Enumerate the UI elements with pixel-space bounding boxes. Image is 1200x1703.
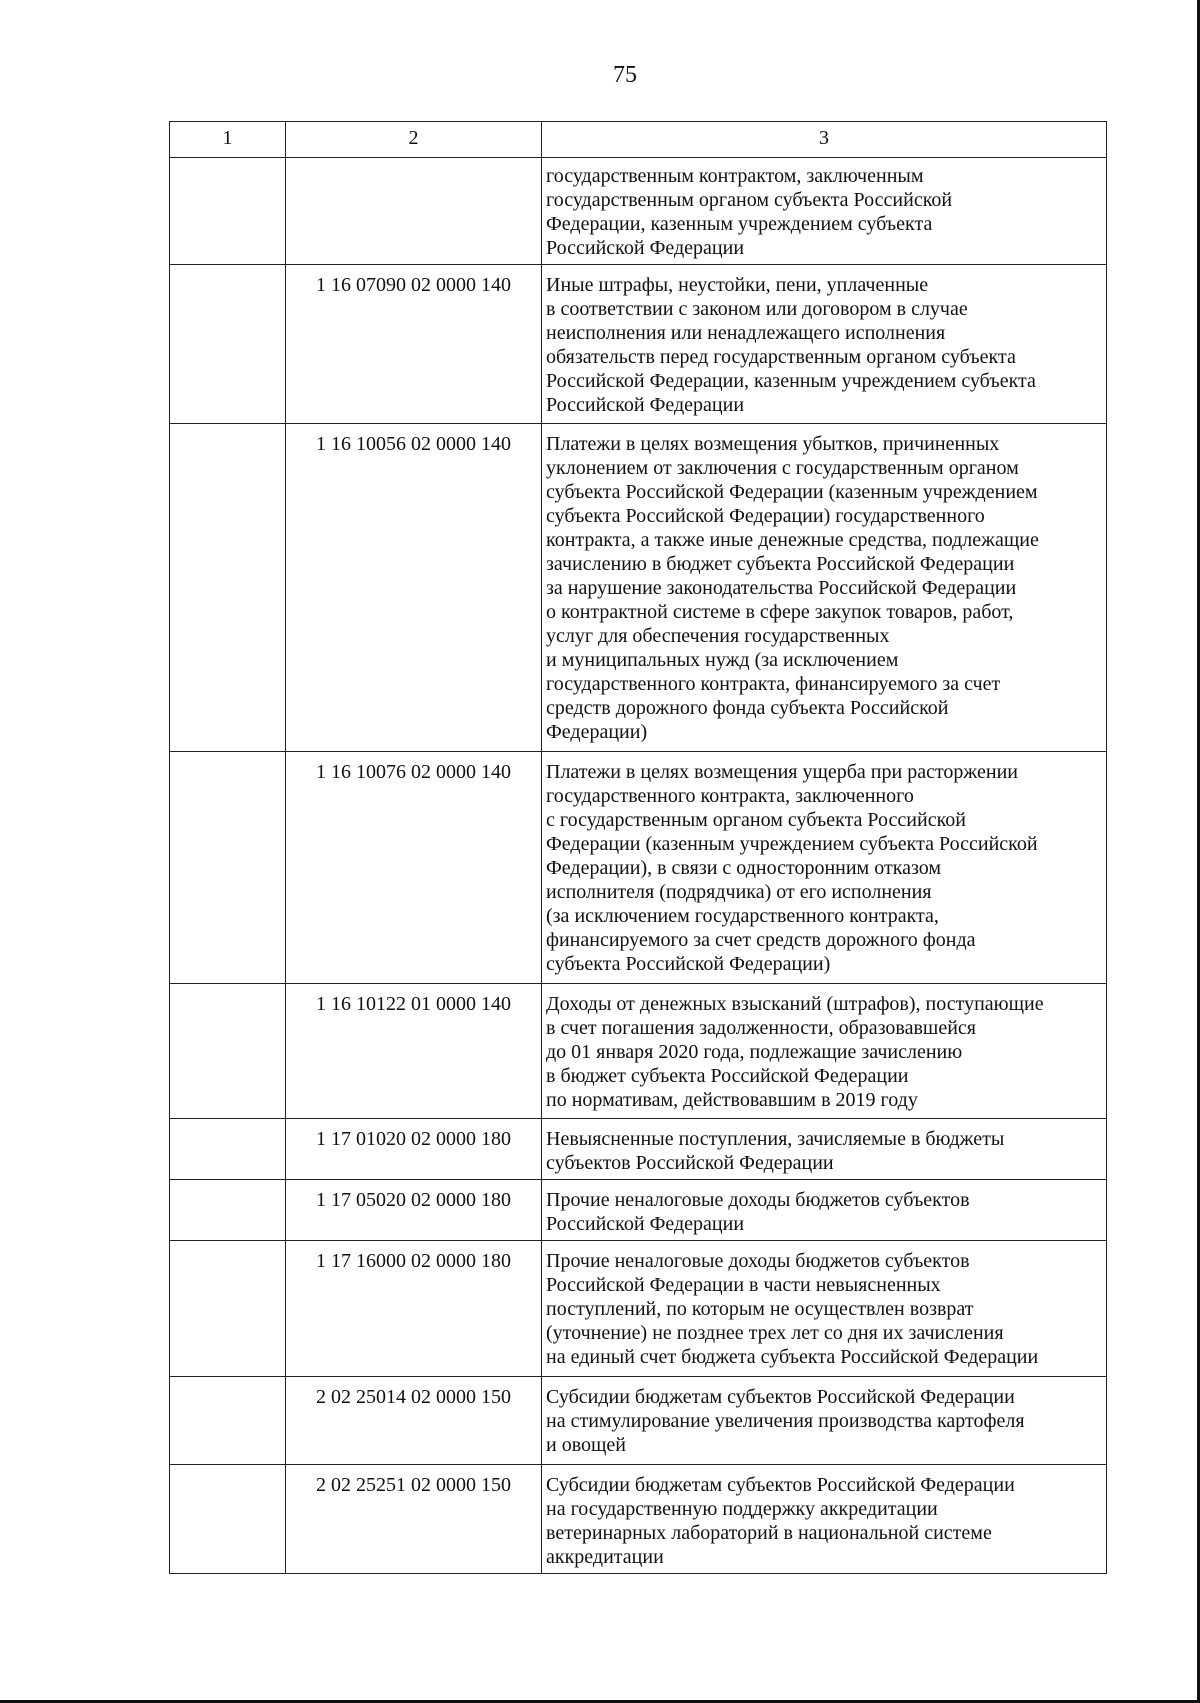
row-description: государственным контрактом, заключенным государственным органом субъекта Российской Федерации, казенным учреждением субъекта Российской Федерации — [542, 158, 1107, 265]
table-row — [170, 1119, 1107, 1180]
row-col-1 — [170, 984, 286, 1119]
table-row — [170, 1465, 1107, 1574]
row-description: Субсидии бюджетам субъектов Российской Федерации на стимулирование увеличения производства картофеля и овощей — [542, 1377, 1107, 1465]
row-description: Субсидии бюджетам субъектов Российской Федерации на государственную поддержку аккредитации ветеринарных лабораторий в национальной системе аккредитации — [542, 1465, 1107, 1574]
table-row — [170, 984, 1107, 1119]
row-description: Прочие неналоговые доходы бюджетов субъектов Российской Федерации в части невыясненных поступлений, по которым не осуществлен возврат (уточнение) не позднее трех лет со дня их зачисления на единый счет бюджета субъекта Российской Федерации — [542, 1241, 1107, 1377]
table-row — [170, 1377, 1107, 1465]
row-col-1 — [170, 1119, 286, 1180]
row-code: 2 02 25014 02 0000 150 — [286, 1377, 542, 1465]
row-code: 1 16 10076 02 0000 140 — [286, 752, 542, 984]
row-description: Прочие неналоговые доходы бюджетов субъектов Российской Федерации — [542, 1180, 1107, 1241]
row-col-1 — [170, 1377, 286, 1465]
row-col-1 — [170, 1241, 286, 1377]
row-description: Иные штрафы, неустойки, пени, уплаченные в соответствии с законом или договором в случае неисполнения или ненадлежащего исполнения обязательств перед государственным органом субъекта Российской Федерации, казенным учреждением субъекта Российской Федерации — [542, 265, 1107, 424]
row-col-1 — [170, 424, 286, 752]
row-code: 1 16 10056 02 0000 140 — [286, 424, 542, 752]
row-code: 1 17 01020 02 0000 180 — [286, 1119, 542, 1180]
row-description: Невыясненные поступления, зачисляемые в бюджеты субъектов Российской Федерации — [542, 1119, 1107, 1180]
row-code: 1 16 07090 02 0000 140 — [286, 265, 542, 424]
row-col-1 — [170, 1465, 286, 1574]
header-col-2: 2 — [286, 122, 542, 158]
row-code: 1 16 10122 01 0000 140 — [286, 984, 542, 1119]
row-code: 2 02 25251 02 0000 150 — [286, 1465, 542, 1574]
budget-codes-table — [169, 121, 1107, 1574]
row-col-1 — [170, 1180, 286, 1241]
table-row — [170, 752, 1107, 984]
table-header-row — [170, 122, 1107, 158]
table-row — [170, 1180, 1107, 1241]
row-code: 1 17 05020 02 0000 180 — [286, 1180, 542, 1241]
table-row — [170, 158, 1107, 265]
row-description: Платежи в целях возмещения ущерба при расторжении государственного контракта, заключенного с государственным органом субъекта Российской Федерации (казенным учреждением субъекта Российской Федерации), в связи с односторонним отказом исполнителя (подрядчика) от его исполнения (за исключением государственного контракта, финансируемого за счет средств дорожного фонда субъекта Российской Федерации) — [542, 752, 1107, 984]
header-col-3: 3 — [542, 122, 1107, 158]
table-row — [170, 1241, 1107, 1377]
table-row — [170, 424, 1107, 752]
table-row — [170, 265, 1107, 424]
header-col-1: 1 — [170, 122, 286, 158]
row-code: 1 17 16000 02 0000 180 — [286, 1241, 542, 1377]
row-col-1 — [170, 265, 286, 424]
row-description: Платежи в целях возмещения убытков, причиненных уклонением от заключения с государственным органом субъекта Российской Федерации (казенным учреждением субъекта Российской Федерации) государственного контракта, а также иные денежные средства, подлежащие зачислению в бюджет субъекта Российской Федерации за нарушение законодательства Российской Федерации о контрактной системе в сфере закупок товаров, работ, услуг для обеспечения государственных и муниципальных нужд (за исключением государственного контракта, финансируемого за счет средств дорожного фонда субъекта Российской Федерации) — [542, 424, 1107, 752]
row-col-1 — [170, 752, 286, 984]
row-code — [286, 158, 542, 265]
row-description: Доходы от денежных взысканий (штрафов), поступающие в счет погашения задолженности, образовавшейся до 01 января 2020 года, подлежащие зачислению в бюджет субъекта Российской Федерации по нормативам, действовавшим в 2019 году — [542, 984, 1107, 1119]
page-number: 75 — [613, 62, 637, 88]
row-col-1 — [170, 158, 286, 265]
